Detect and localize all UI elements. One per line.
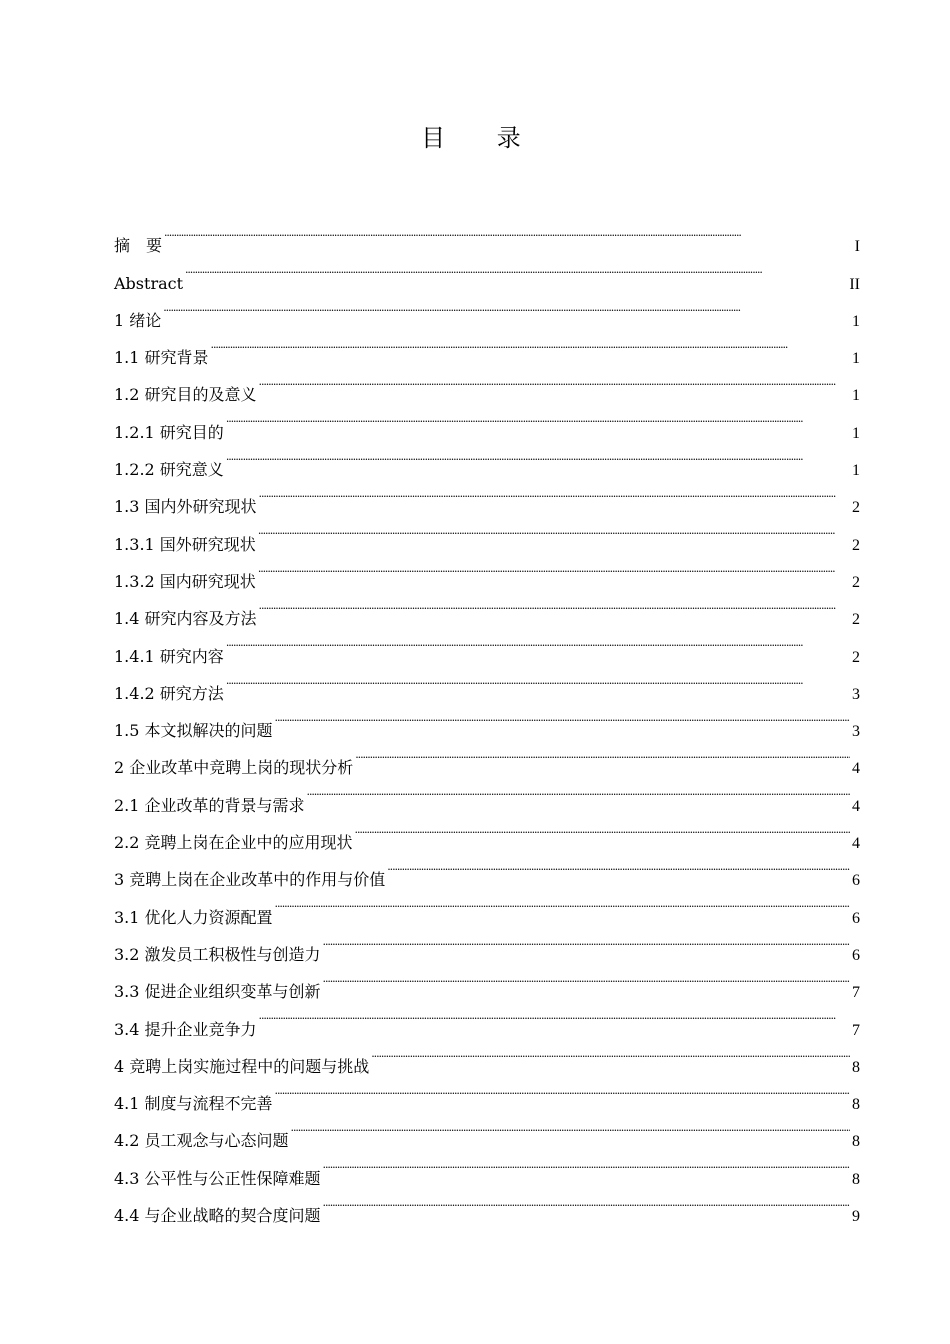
toc-dot-leader [226,624,850,661]
toc-dot-leader [275,699,850,736]
toc-dot-leader [164,214,853,251]
toc-entry[interactable] [114,475,860,517]
toc-entry-page-number: 7 [852,1021,860,1039]
page-title: 目 录 [421,124,543,152]
toc-dot-leader [323,923,850,960]
toc-dot-leader [226,662,850,699]
toc-entry-page-number: 7 [852,984,860,1002]
toc-entry-label: 3.1 优化人力资源配置 [114,907,273,927]
toc-entry-page-number: 2 [852,499,860,517]
toc-dot-leader [163,289,850,326]
toc-entry[interactable] [114,400,860,442]
table-of-contents [114,214,860,1226]
toc-entry[interactable] [114,251,860,293]
toc-entry-page-number: 6 [852,909,860,927]
toc-entry[interactable] [114,326,860,368]
toc-entry-page-number: 4 [852,797,860,815]
toc-entry-label: 4.1 制度与流程不完善 [114,1094,273,1114]
toc-entry-label: 3 竞聘上岗在企业改革中的作用与价值 [114,870,386,890]
toc-dot-leader [307,773,850,810]
toc-dot-leader [323,960,850,997]
toc-entry-label: 4.3 公平性与公正性保障难题 [114,1168,321,1188]
toc-entry-label: 1.2.1 研究目的 [114,422,224,442]
toc-entry-label: 1.4.2 研究方法 [114,683,224,703]
toc-dot-leader [259,587,850,624]
toc-dot-leader [387,848,850,885]
toc-entry-label: 1.3 国内外研究现状 [114,497,257,517]
toc-entry[interactable] [114,662,860,703]
toc-entry-page-number: 2 [852,611,860,629]
toc-entry[interactable] [114,624,860,666]
toc-entry-page-number: 2 [852,648,860,666]
toc-dot-leader [275,885,850,922]
toc-entry-page-number: 8 [852,1058,860,1076]
toc-dot-leader [275,1072,850,1109]
toc-entry-label: 1.3.1 国外研究现状 [114,534,256,554]
toc-dot-leader [371,1035,850,1072]
toc-dot-leader [258,512,850,549]
toc-entry-page-number: 1 [852,462,860,480]
toc-entry[interactable] [114,438,860,480]
toc-entry-page-number: 2 [852,573,860,591]
toc-dot-leader [323,1146,850,1183]
toc-entry-page-number: 6 [852,872,860,890]
toc-entry-label: 3.4 提升企业竞争力 [114,1019,257,1039]
toc-entry-label: 1.3.2 国内研究现状 [114,571,256,591]
toc-entry[interactable] [114,363,860,405]
toc-entry-page-number: 4 [852,760,860,778]
toc-dot-leader [259,475,850,512]
toc-entry-page-number: II [849,275,860,293]
toc-entry-label: 1.4 研究内容及方法 [114,609,257,629]
toc-entry-page-number: 3 [852,723,860,741]
toc-entry-label: 2 企业改革中竞聘上岗的现状分析 [114,758,354,778]
toc-entry[interactable] [114,289,860,330]
toc-entry-label: 1.1 研究背景 [114,348,209,368]
toc-entry-page-number: 8 [852,1133,860,1151]
toc-entry-label: 4.4 与企业战略的契合度问题 [114,1206,321,1226]
toc-dot-leader [291,1109,850,1146]
toc-dot-leader [259,997,850,1034]
toc-dot-leader [258,550,850,587]
toc-entry-page-number: 1 [852,387,860,405]
toc-entry[interactable] [114,699,860,741]
toc-entry-label: 4.2 员工观念与心态问题 [114,1131,289,1151]
toc-entry-label: 摘 要 [114,236,163,256]
toc-entry-page-number: 6 [852,946,860,964]
toc-entry-label: 2.2 竞聘上岗在企业中的应用现状 [114,833,353,853]
toc-entry-page-number: 3 [852,685,860,703]
toc-entry-page-number: 1 [852,312,860,330]
toc-entry-page-number: 8 [852,1170,860,1188]
toc-entry-label: 1.2 研究目的及意义 [114,385,257,405]
toc-entry-page-number: I [854,238,860,256]
toc-dot-leader [185,251,847,288]
toc-entry-page-number: 8 [852,1096,860,1114]
toc-entry-label: Abstract [114,273,184,293]
toc-entry-label: 1.2.2 研究意义 [114,460,224,480]
toc-dot-leader [355,811,850,848]
toc-entry-label: 2.1 企业改革的背景与需求 [114,795,305,815]
toc-entry[interactable] [114,214,860,256]
toc-entry-label: 1.4.1 研究内容 [114,646,224,666]
toc-entry-label: 4 竞聘上岗实施过程中的问题与挑战 [114,1056,370,1076]
toc-entry-label: 1 绪论 [114,310,162,330]
toc-entry-page-number: 1 [852,350,860,368]
toc-entry-page-number: 1 [852,424,860,442]
toc-entry-page-number: 9 [852,1208,860,1226]
toc-entry-label: 1.5 本文拟解决的问题 [114,721,273,741]
toc-entry-label: 3.3 促进企业组织变革与创新 [114,982,321,1002]
toc-dot-leader [211,326,850,363]
toc-dot-leader [226,438,850,475]
toc-dot-leader [259,363,850,400]
toc-dot-leader [323,1184,850,1221]
toc-dot-leader [355,736,850,773]
toc-dot-leader [226,400,850,437]
toc-entry-page-number: 4 [852,835,860,853]
toc-entry-page-number: 2 [852,536,860,554]
toc-entry-label: 3.2 激发员工积极性与创造力 [114,944,321,964]
